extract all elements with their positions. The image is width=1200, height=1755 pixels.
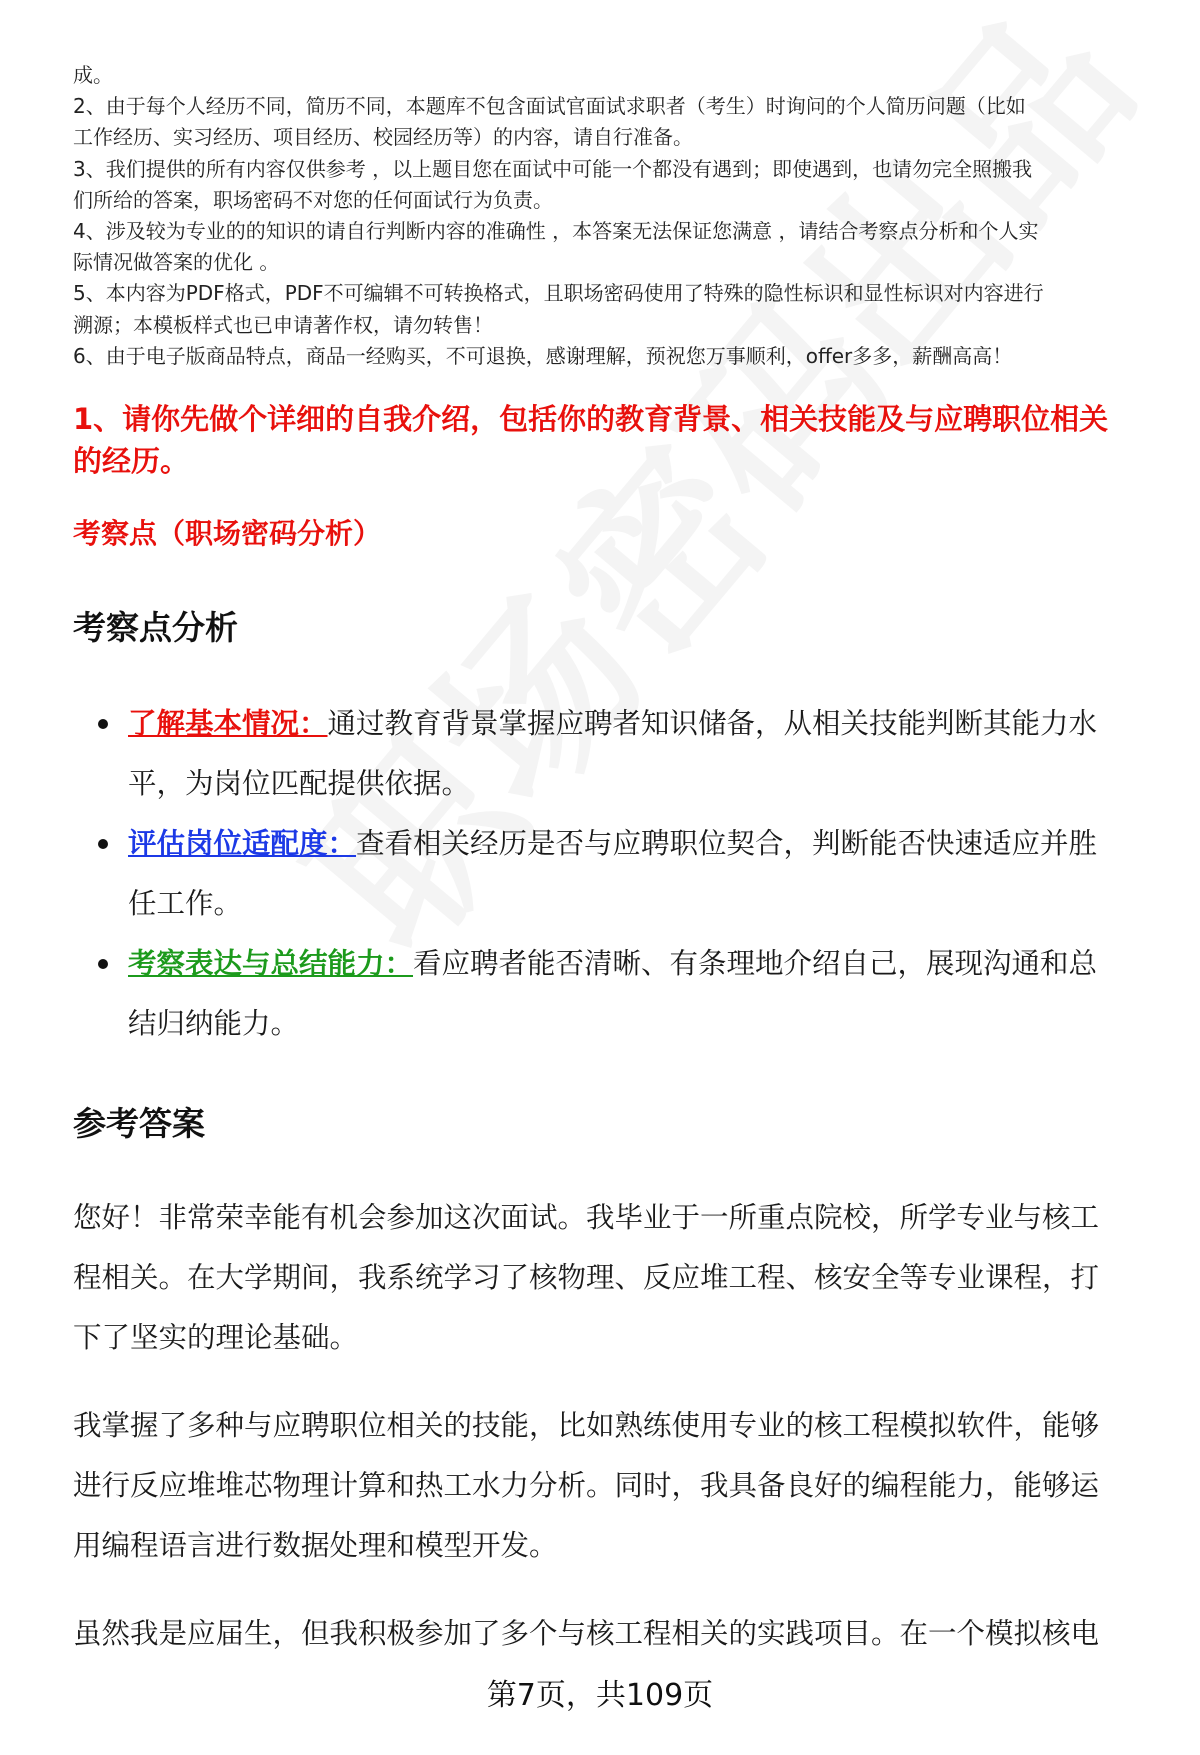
bullet-text: 通过教育背景掌握应聘者知识储备，从相关技能判断其能力水 — [327, 707, 1098, 740]
bullet-dot-icon — [98, 839, 108, 849]
note-line: 4、涉及较为专业的的知识的请自行判断内容的准确性 ，本答案无法保证您满意 ，请结合考察点分析和个人实 — [73, 219, 1039, 244]
bullet-text: 查看相关经历是否与应聘职位契合，判断能否快速适应并胜 — [356, 827, 1098, 860]
bullet-dot-icon — [98, 959, 108, 969]
paragraph-line: 下了坚实的理论基础。 — [73, 1321, 359, 1354]
note-line: 工作经历、实习经历、项目经历、校园经历等）的内容，请自行准备。 — [73, 125, 693, 150]
bullet-text: 任工作。 — [128, 887, 243, 920]
paragraph-line: 我掌握了多种与应聘职位相关的技能，比如熟练使用专业的核工程模拟软件，能够 — [73, 1409, 1100, 1442]
paragraph-line: 虽然我是应届生，但我积极参加了多个与核工程相关的实践项目。在一个模拟核电 — [73, 1617, 1100, 1650]
answer-paragraph — [73, 1396, 1153, 1576]
bullet-item — [96, 814, 1150, 934]
answer-heading: 参考答案 — [73, 1104, 205, 1143]
note-line: 溯源；本模板样式也已申请著作权，请勿转售！ — [73, 312, 493, 337]
bullet-item — [96, 934, 1150, 1054]
note-line: 2、由于每个人经历不同，简历不同，本题库不包含面试官面试求职者（考生）时询问的个人简历问题（比如 — [73, 94, 1026, 119]
question-line: 的经历。 — [73, 444, 190, 478]
question-line: 1、请你先做个详细的自我介绍，包括你的教育背景、相关技能及与应聘职位相关 — [73, 402, 1109, 436]
note-line: 际情况做答案的优化 。 — [73, 250, 280, 275]
bullet-text: 看应聘者能否清晰、有条理地介绍自己，展现沟通和总 — [413, 947, 1098, 980]
paragraph-line: 程相关。在大学期间，我系统学习了核物理、反应堆工程、核安全等专业课程，打 — [73, 1261, 1100, 1294]
answer-paragraph — [73, 1188, 1153, 1368]
question-title — [73, 398, 1143, 482]
answer-paragraph — [73, 1604, 1153, 1664]
bullet-label: 了解基本情况： — [128, 707, 328, 740]
bullet-label: 评估岗位适配度： — [128, 827, 357, 860]
note-line: 5、本内容为PDF格式，PDF不可编辑不可转换格式，且职场密码使用了特殊的隐性标识和显性标识对内容进行 — [73, 281, 1044, 306]
note-line: 成。 — [73, 63, 113, 87]
point-heading: 考察点（职场密码分析） — [73, 517, 382, 550]
paragraph-line: 进行反应堆堆芯物理计算和热工水力分析。同时，我具备良好的编程能力，能够运 — [73, 1469, 1100, 1502]
bullet-label: 考察表达与总结能力： — [128, 947, 414, 980]
page-footer: 第7页，共109页 — [486, 1678, 714, 1713]
note-line: 们所给的答案，职场密码不对您的任何面试行为负责。 — [73, 187, 553, 212]
bullet-dot-icon — [98, 719, 108, 729]
analysis-bullets — [96, 694, 1150, 1054]
analysis-heading: 考察点分析 — [73, 608, 238, 647]
note-line: 3、我们提供的所有内容仅供参考 ，以上题目您在面试中可能一个都没有遇到；即使遇到，也请勿完全照搬我 — [73, 156, 1033, 181]
note-line: 6、由于电子版商品特点，商品一经购买，不可退换，感谢理解，预祝您万事顺利，offer多多，薪酬高高！ — [73, 343, 1013, 368]
bullet-text: 结归纳能力。 — [128, 1007, 300, 1040]
bullet-item — [96, 694, 1150, 814]
notes-block — [73, 60, 1163, 372]
paragraph-line: 用编程语言进行数据处理和模型开发。 — [73, 1529, 558, 1562]
paragraph-line: 您好！非常荣幸能有机会参加这次面试。我毕业于一所重点院校，所学专业与核工 — [73, 1201, 1100, 1234]
bullet-text: 平，为岗位匹配提供依据。 — [128, 767, 471, 800]
